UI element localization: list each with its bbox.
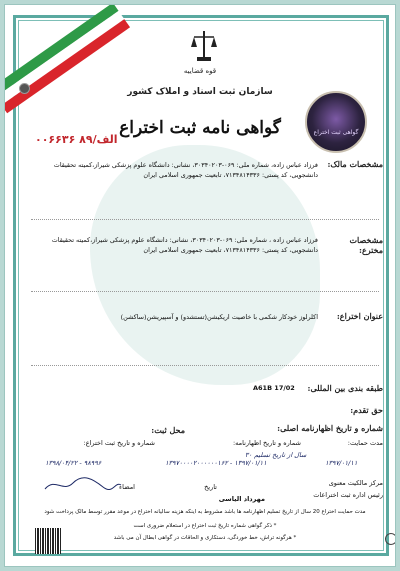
signatory-name: مهرداد الیاسی xyxy=(218,495,265,503)
signature-icon xyxy=(43,475,123,495)
application-value: ۱۳۹۷۰۰۰۰۲۰۰۰۰۰۰۱۶۲ - ۱۳۹۷/۰۱/۱۱ xyxy=(165,459,267,467)
office-label: مرکز مالکیت معنوی xyxy=(328,479,383,487)
divider xyxy=(31,365,379,366)
seal-text: گواهی ثبت اختراع xyxy=(313,129,359,136)
judiciary-emblem-icon xyxy=(191,29,217,63)
hologram-seal xyxy=(305,91,367,153)
application-label: شماره و تاریخ اظهارنامه: xyxy=(232,439,301,447)
priority-label: حق تقدم: xyxy=(350,405,383,415)
footer-protection-note: مدت حمایت اختراع 20 سال از تاریخ تسلیم اظهارنامه ها باشد مشروط به اینکه هزینه سالیانه اختراع در موعد مقرر توسط مالک پرداخت شود xyxy=(44,509,366,515)
stamp-icon xyxy=(385,533,396,545)
footer-note-2: * هرگونه تراش، خط خوردگی، دستکاری و الحاقات در گواهی ابطال آن می باشد xyxy=(113,535,297,541)
filing-date-value: ۱۳۹۷/۰۱/۱۱ xyxy=(325,459,358,467)
classification-value: A61B 17/02 xyxy=(253,384,295,392)
footer-note-1: * ذکر گواهی شماره تاریخ ثبت اختراع در استعلام ضروری است xyxy=(133,523,277,529)
divider xyxy=(31,219,379,220)
classification-label: طبقه بندی بین المللی: xyxy=(307,383,383,393)
judiciary-label: قوه قضاییه xyxy=(183,67,217,75)
role-label: رئیس اداره ثبت اختراعات xyxy=(313,491,383,499)
protection-term-value: ۳۰ سال از تاریخ تسلیم xyxy=(245,451,307,459)
invention-title: اکلرلوز خودکار شکمی با خاصیت اریکیشن(تستشدو) و آسپیریشن(ساکشن) xyxy=(120,313,318,321)
divider xyxy=(31,291,379,292)
date-label: تاریخ xyxy=(204,483,217,491)
registration-place-label: محل ثبت: xyxy=(151,425,185,435)
organization-name: سازمان ثبت اسناد و املاک کشور xyxy=(127,87,273,97)
inventor-label: مشخصات مخترع: xyxy=(349,235,383,255)
inventor-details: فرزاد عباس زاده ، شماره ملی: ۰۶۹-۳۰۳۴۰۲۰۳، نشانی: دانشگاه علوم پزشکی شیراز،کمیته تحقیقات دانشجویی، کد پستی: ۷۱۳۴۸۱۴۳۳۶، تابعیت جمهوری اسلامی ایران xyxy=(51,236,318,254)
owner-details: فرزاد عباس زاده، شماره ملی: ۰۶۹-۳۰۳۴۰۲۰۳، نشانی: دانشگاه علوم پزشکی شیراز،کمیته تحقیقات دانشجویی، کد پستی: ۷۱۳۴۸۱۴۳۳۶، تابعیت جمهوری اسلامی ایران xyxy=(53,161,318,179)
certificate-sheet xyxy=(4,4,396,567)
protection-term-label: مدت حمایت: xyxy=(347,439,383,447)
certificate-title: گواهی نامه ثبت اختراع xyxy=(119,118,281,138)
registration-label: شماره و تاریخ ثبت اختراع: xyxy=(83,439,155,447)
serial-number: ۰۰۶۶۳۶ الف/۸۹ xyxy=(35,133,118,146)
original-application-label: شماره و تاریخ اظهارنامه اصلی: xyxy=(277,423,383,433)
registration-value: ۱۳۹۸/۰۴/۲۲ - ۹۸۹۹۶ xyxy=(45,459,102,467)
signature-label: امضاء xyxy=(119,483,135,491)
barcode-icon xyxy=(35,528,61,554)
owner-label: مشخصات مالک: xyxy=(327,159,383,169)
invention-title-label: عنوان اختراع: xyxy=(336,311,383,321)
